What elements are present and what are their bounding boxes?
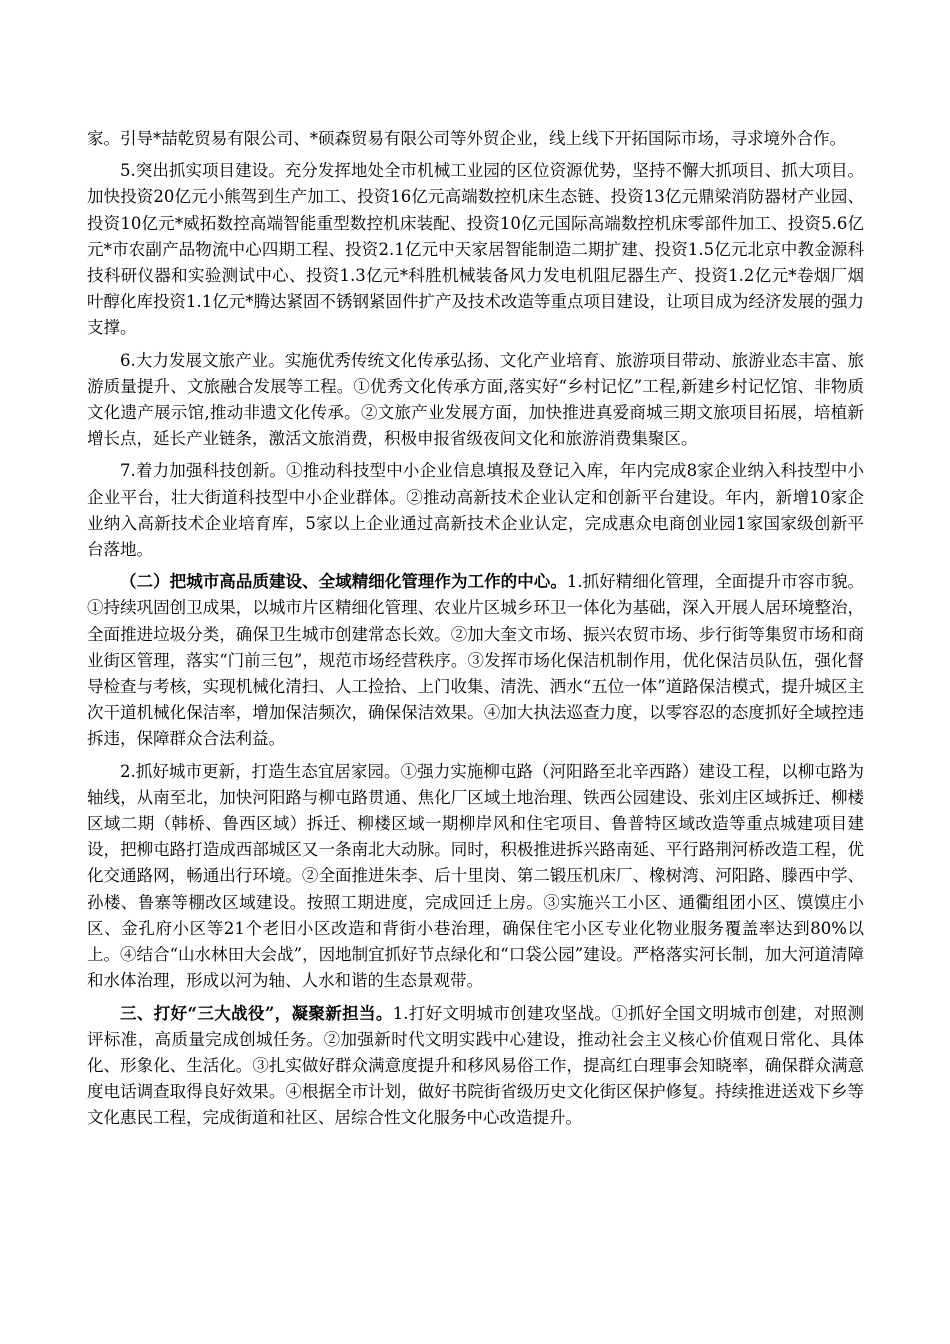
paragraph-city-renewal: 2.抓好城市更新，打造生态宜居家园。①强力实施柳屯路（河阳路至北辛西路）建设工程，以柳屯路为轴线，从南至北，加快河阳路与柳屯路贯通、焦化厂区域土地治理、铁西公园建设、张刘庄区域拆迁、柳楼区域二期（韩桥、鲁西区域）拆迁、柳楼区域一期柳岸风和住宅项目、鲁普特区域改造等重点城建项目建设，把柳屯路打造成西部城区又一条南北大动脉。同时，积极推进拆兴路南延、平行路荆河桥改造工程，优化交通路网，畅通出行环境。②全面推进朱李、后十里岗、第二锻压机床厂、橡树湾、河阳路、滕西中学、孙楼、鲁寨等棚改区域建设。按照工期进度，完成回迁上房。③实施兴工小区、通衢组团小区、馍馍庄小区、金孔府小区等21个老旧小区改造和背街小巷治理，确保住宅小区专业化物业服务覆盖率达到80%以上。④结合“山水林田大会战”，因地制宜抓好节点绿化和“口袋公园”建设。严格落实河长制，加大河道清障和水体治理，形成以河为轴、人水和谐的生态景观带。 — [87, 761, 864, 991]
paragraph-three-battles-body: 1.打好文明城市创建攻坚战。①抓好全国文明城市创建，对照测评标准，高质量完成创城任务。②加强新时代文明实践中心建设，推动社会主义核心价值观日常化、具体化、形象化、生活化。③扎实做好群众满意度提升和移风易俗工作，提高红白理事会知晓率，确保群众满意度电话调查取得良好效果。④根据全市计划，做好书院街省级历史文化街区保护修复。持续推进送戏下乡等文化惠民工程，完成街道和社区、居综合性文化服务中心改造提升。 — [87, 1003, 865, 1128]
paragraph-cultural-tourism: 6.大力发展文旅产业。实施优秀传统文化传承弘扬、文化产业培育、旅游项目带动、旅游业态丰富、旅游质量提升、文旅融合发展等工程。①优秀文化传承方面,落实好“乡村记忆”工程,新建乡村记忆馆、非物质文化遗产展示馆,推动非遗文化传承。②文旅产业发展方面，加快推进真爱商城三期文旅项目拓展，培植新增长点，延长产业链条，激活文旅消费，积极申报省级夜间文化和旅游消费集聚区。 — [87, 350, 864, 449]
paragraph-continuation: 家。引导*喆乾贸易有限公司、*硕森贸易有限公司等外贸企业，线上线下开拓国际市场，寻求境外合作。 — [87, 129, 846, 148]
section-heading-city: （二）把城市高品质建设、全域精细化管理作为工作的中心。 — [120, 572, 567, 592]
paragraph-city-management-body: 1.抓好精细化管理，全面提升市容市貌。①持续巩固创卫成果，以城市片区精细化管理、农业片区城乡环卫一体化为基础，深入开展人居环境整治，全面推进垃圾分类，确保卫生城市创建常态长效。②加大奎文市场、振兴农贸市场、步行街等集贸市场和商业街区管理，落实“门前三包”，规范市场经营秩序。③发挥市场化保洁机制作用，优化保洁员队伍，强化督导检查与考核，实现机械化清扫、人工捡拾、上门收集、清洗、洒水“五位一体”道路保洁模式，提升城区主次干道机械化保洁率，增加保洁频次，确保保洁效果。④加大执法巡查力度，以零容忍的态度抓好全域控违拆违，保障群众合法利益。 — [87, 572, 865, 749]
paragraph-city-management — [87, 569, 864, 752]
paragraph-project-construction: 5.突出抓实项目建设。充分发挥地处全市机械工业园的区位资源优势，坚持不懈大抓项目、抓大项目。加快投资20亿元小熊驾到生产加工、投资16亿元高端数控机床生态链、投资13亿元鼎梁消防器材产业园、投资10亿元*威拓数控高端智能重型数控机床装配、投资10亿元国际高端数控机床零部件加工、投资5.6亿元*市农副产品物流中心四期工程、投资2.1亿元中天家居智能制造二期扩建、投资1.5亿元北京中教金源科技科研仪器和实验测试中心、投资1.3亿元*科胜机械装备风力发电机阻尼器生产、投资1.2亿元*卷烟厂烟叶醇化库投资1.1亿元*腾达紧固不锈钢紧固件扩产及技术改造等重点项目建设，让项目成为经济发展的强力支撑。 — [87, 161, 864, 338]
section-heading-three-battles: 三、打好“三大战役”，凝聚新担当。 — [120, 1003, 393, 1023]
paragraph-three-battles — [87, 1001, 864, 1132]
paragraph-tech-innovation: 7.着力加强科技创新。①推动科技型中小企业信息填报及登记入库，年内完成8家企业纳入科技型中小企业平台，壮大街道科技型中小企业群体。②推动高新技术企业认定和创新平台建设。年内，新增10家企业纳入高新技术企业培育库，5家以上企业通过高新技术企业认定，完成惠众电商创业园1家国家级创新平台落地。 — [87, 461, 864, 560]
